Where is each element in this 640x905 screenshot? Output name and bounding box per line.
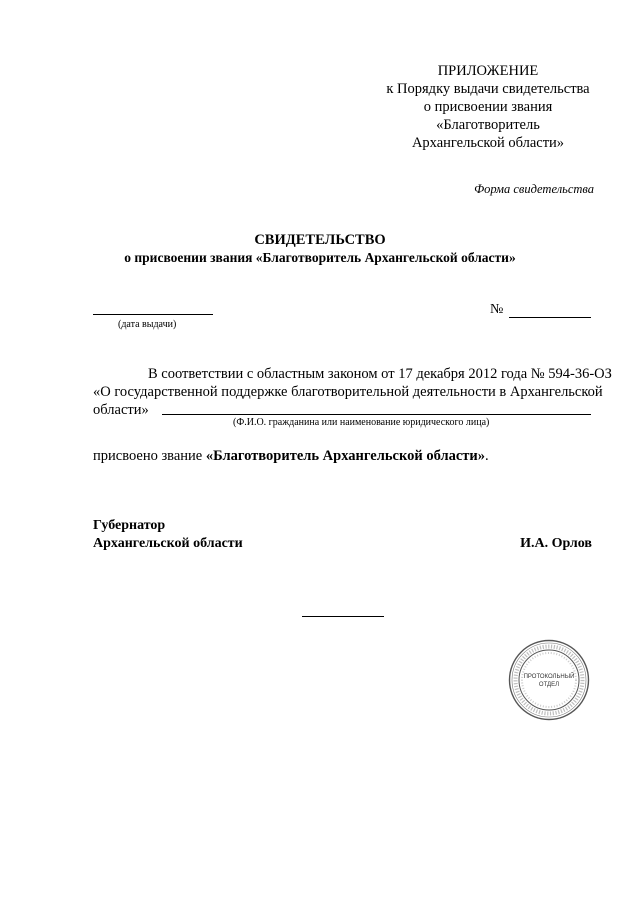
stamp-center-line-1: ПРОТОКОЛЬНЫЙ [523, 674, 575, 680]
footer-line [302, 616, 384, 617]
official-stamp [508, 639, 590, 721]
awarded-prefix: присвоено звание [93, 448, 206, 464]
body-line-2: «О государственной поддержке благотворительной деятельности в Архангельской [93, 384, 603, 400]
recipient-name-line [162, 414, 591, 415]
recipient-name-caption: (Ф.И.О. гражданина или наименование юридического лица) [233, 417, 490, 428]
awarded-suffix: . [485, 448, 489, 464]
document-subtitle: о присвоении звания «Благотворитель Архангельской области» [124, 250, 516, 265]
appendix-block [373, 62, 603, 152]
awarded-text [93, 448, 489, 465]
issue-date-line [93, 314, 213, 315]
number-label: № [490, 302, 504, 317]
appendix-line: к Порядку выдачи свидетельства [386, 81, 590, 97]
issue-date-caption: (дата выдачи) [118, 319, 177, 330]
appendix-line: ПРИЛОЖЕНИЕ [437, 63, 539, 79]
awarded-title: «Благотворитель Архангельской области» [205, 448, 486, 464]
form-type-label: Форма свидетельства [474, 182, 594, 196]
body-line-3: области» [93, 402, 149, 418]
body-line-1: В соответствии с областным законом от 17 декабря 2012 года № 594-36-ОЗ [148, 366, 612, 382]
signatory-name: И.А. Орлов [520, 536, 592, 551]
signatory-position-line-1: Губернатор [93, 518, 166, 533]
appendix-line: о присвоении звания [423, 99, 553, 115]
number-line [509, 317, 591, 318]
appendix-line: Архангельской области» [411, 135, 565, 151]
signatory-position-line-2: Архангельской области [93, 536, 243, 551]
stamp-center-line-2: ОТДЕЛ [538, 682, 560, 688]
document-title: СВИДЕТЕЛЬСТВО [254, 232, 386, 248]
appendix-line: «Благотворитель [436, 117, 540, 133]
